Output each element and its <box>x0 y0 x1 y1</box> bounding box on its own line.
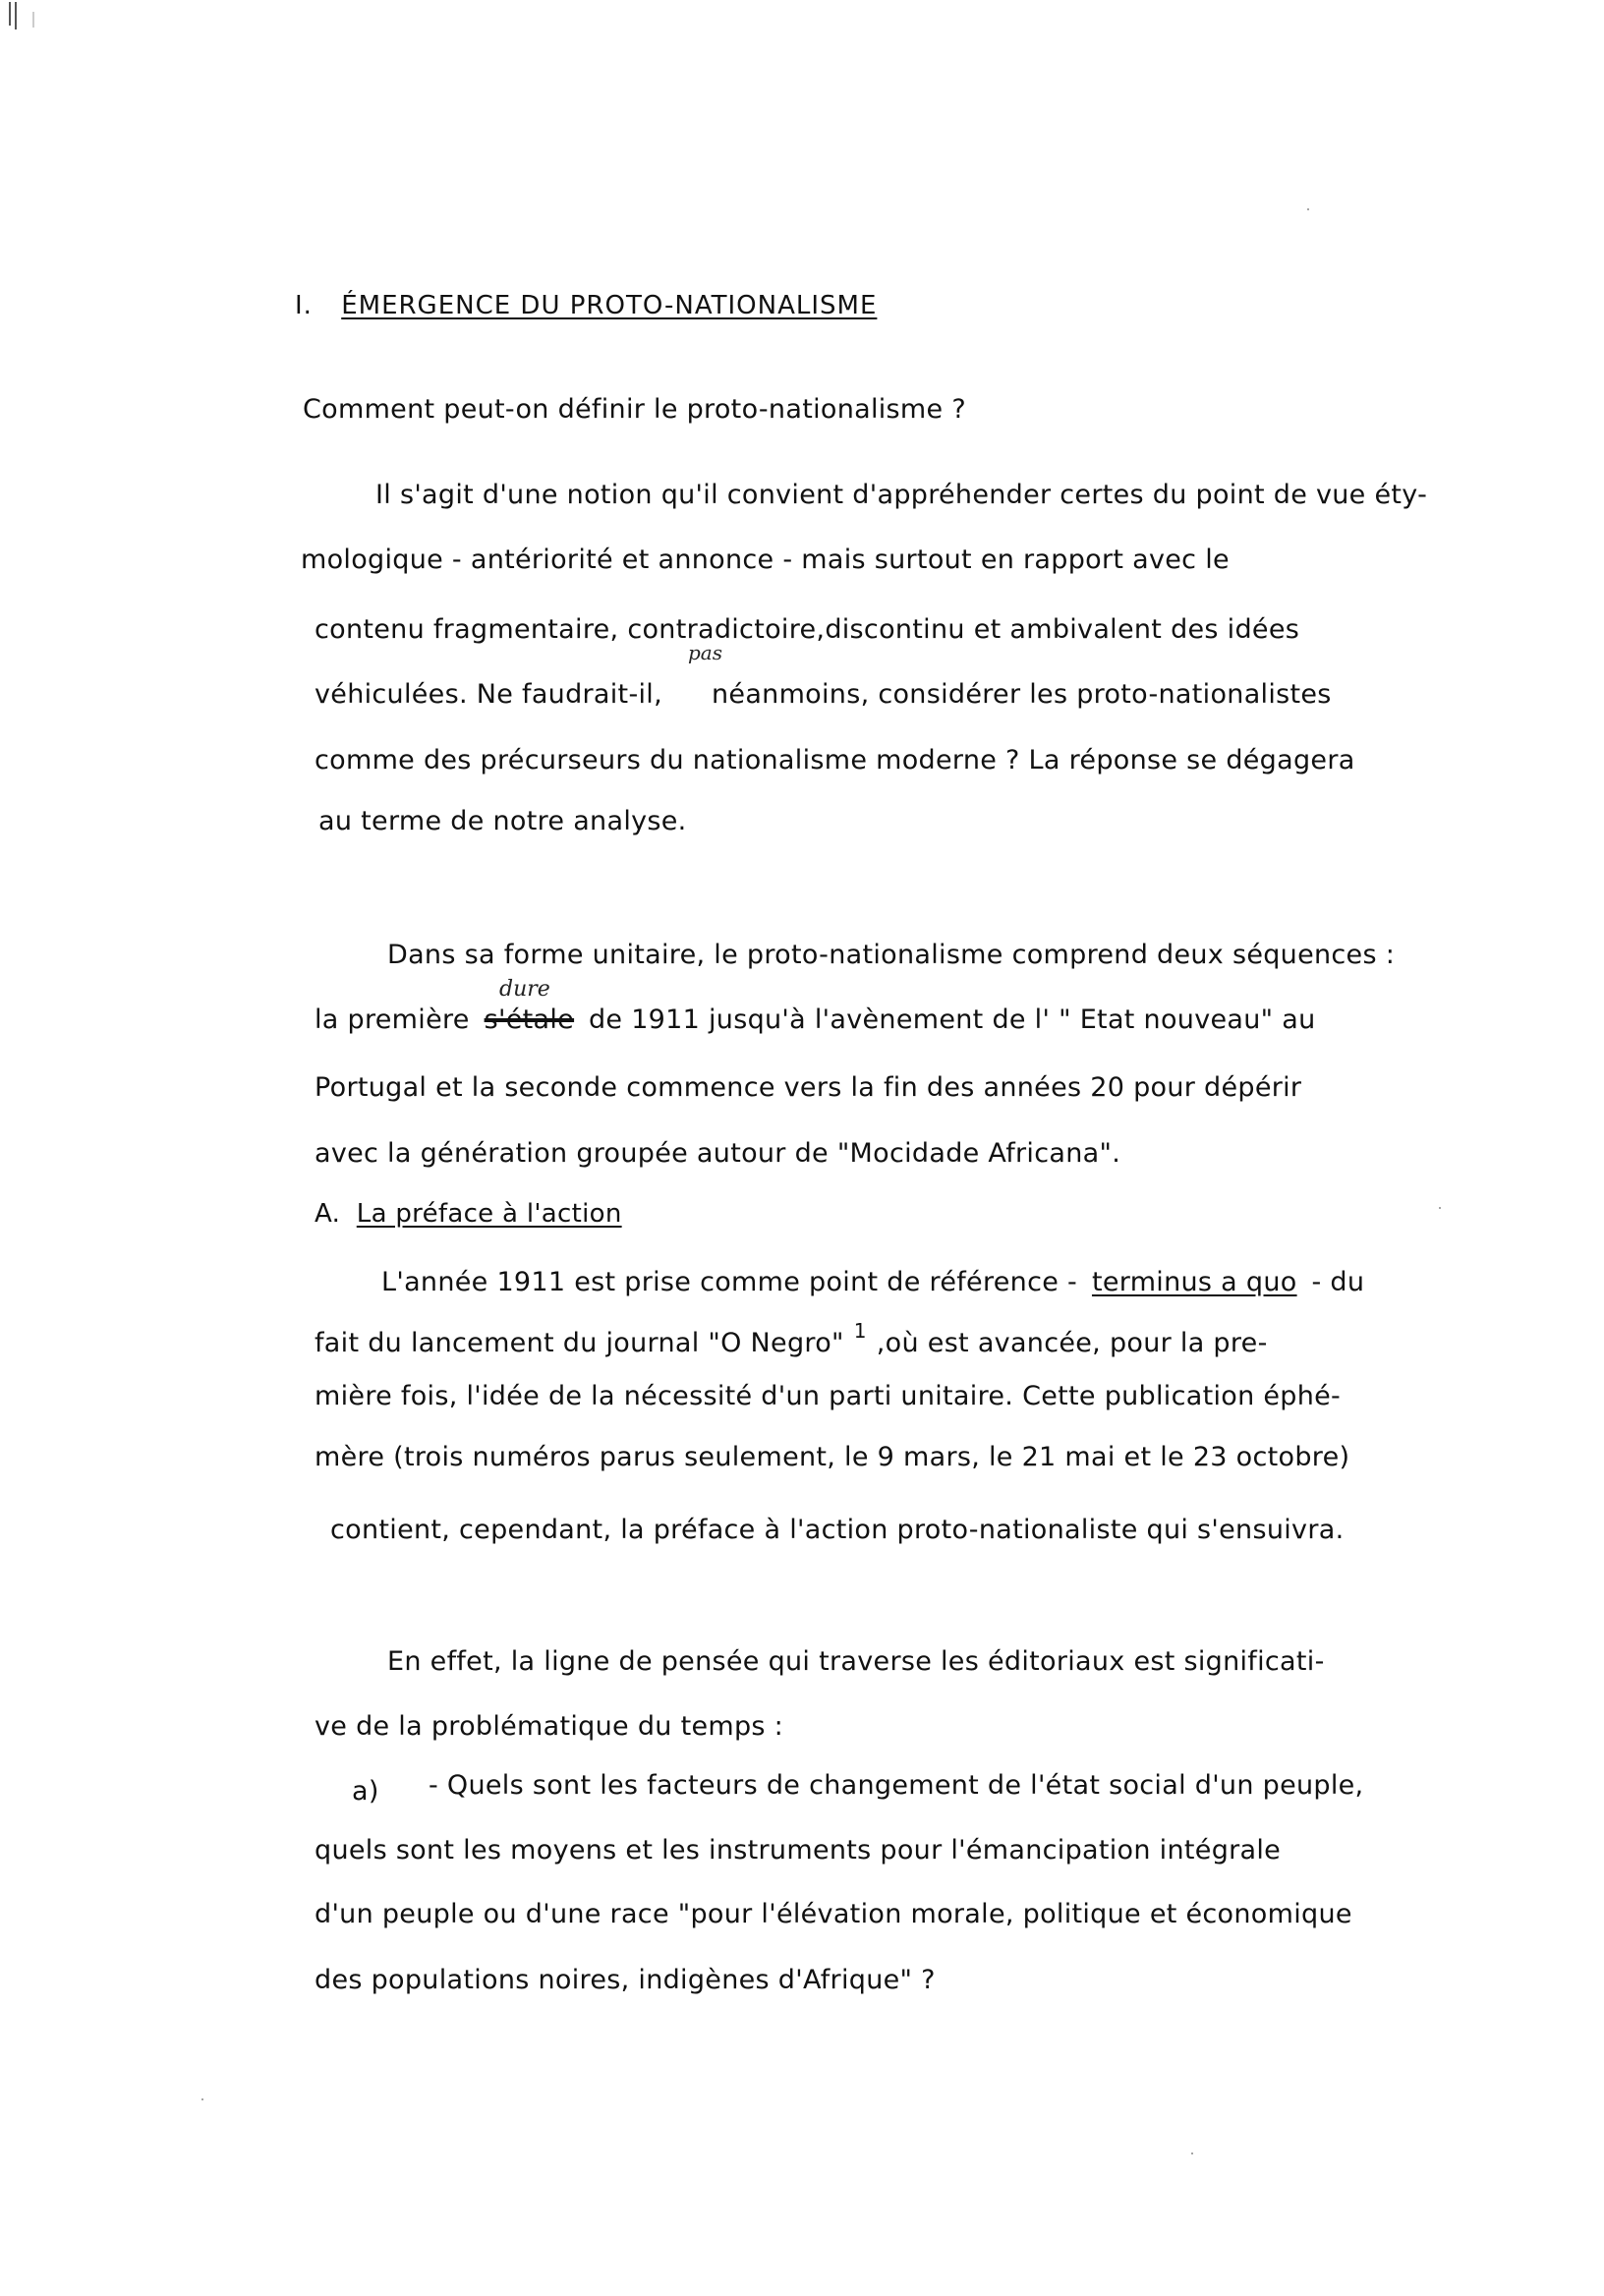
section-number: I. <box>295 291 313 320</box>
paragraph-4-line-3: - Quels sont les facteurs de changement de l'état social d'un peuple, <box>429 1770 1364 1801</box>
handwritten-insertion-pas: pas <box>688 641 722 664</box>
paragraph-4-line-5: d'un peuple ou d'une race "pour l'élévation morale, politique et économique <box>315 1899 1352 1929</box>
paragraph-1-line-4b: néanmoins, considérer les proto-nationalistes <box>712 679 1332 710</box>
paragraph-1-line-2: mologique - antériorité et annonce - mais surtout en rapport avec le <box>301 545 1230 575</box>
section-heading <box>295 289 877 322</box>
paragraph-2-line-3: Portugal et la seconde commence vers la fin des années 20 pour dépérir <box>315 1072 1302 1103</box>
paragraph-4-line-2: ve de la problématique du temps : <box>315 1711 784 1742</box>
paragraph-1-line-1: Il s'agit d'une notion qu'il convient d'appréhender certes du point de vue éty- <box>375 480 1428 510</box>
paragraph-2-line-2-end: de 1911 jusqu'à l'avènement de l' " Etat nouveau" au <box>588 1004 1316 1035</box>
subsection-heading <box>315 1197 622 1231</box>
handwritten-insertion-dure: dure <box>499 977 550 1002</box>
paragraph-4-line-4: quels sont les moyens et les instruments pour l'émancipation intégrale <box>315 1835 1282 1866</box>
scan-speck <box>1439 1207 1441 1209</box>
terminus-a-quo: terminus a quo <box>1091 1267 1297 1297</box>
paragraph-1-line-5: comme des précurseurs du nationalisme moderne ? La réponse se dégagera <box>315 745 1355 775</box>
paragraph-3-line-2 <box>315 1319 1268 1361</box>
paragraph-1-line-6: au terme de notre analyse. <box>318 806 687 836</box>
paragraph-1-line-3: contenu fragmentaire, contradictoire,discontinu et ambivalent des idées <box>315 614 1300 645</box>
paragraph-3-line-1-end: - du <box>1311 1267 1365 1297</box>
paragraph-3-line-2-end: ,où est avancée, pour la pre- <box>876 1328 1268 1358</box>
subsection-letter: A. <box>315 1199 341 1229</box>
scan-speck <box>201 2098 203 2100</box>
scan-speck <box>1191 2152 1193 2154</box>
paragraph-2-line-4: avec la génération groupée autour de "Mocidade Africana". <box>315 1138 1121 1169</box>
scan-speck <box>1307 208 1309 210</box>
paragraph-2-line-2 <box>315 1004 1316 1037</box>
paragraph-3-line-3: mière fois, l'idée de la nécessité d'un parti unitaire. Cette publication éphé- <box>315 1381 1342 1411</box>
subsection-title: La préface à l'action <box>356 1199 622 1229</box>
paragraph-4-line-6: des populations noires, indigènes d'Afrique" ? <box>315 1965 936 1995</box>
struck-word: s'étale <box>484 1004 575 1035</box>
scan-edge-marks <box>0 0 39 35</box>
paragraph-4-line-1: En effet, la ligne de pensée qui traverse les éditoriaux est significati- <box>387 1646 1325 1677</box>
paragraph-3-line-4: mère (trois numéros parus seulement, le 9 mars, le 21 mai et le 23 octobre) <box>315 1442 1350 1472</box>
intro-question: Comment peut-on définir le proto-nationalisme ? <box>303 394 966 425</box>
section-title: ÉMERGENCE DU PROTO-NATIONALISME <box>341 291 878 320</box>
paragraph-2-line-2-start: la première <box>315 1004 470 1035</box>
paragraph-3-line-5: contient, cependant, la préface à l'action proto-nationaliste qui s'ensuivra. <box>330 1515 1345 1545</box>
paragraph-3-line-1-start: L'année 1911 est prise comme point de référence - <box>381 1267 1078 1297</box>
paragraph-2-line-1: Dans sa forme unitaire, le proto-nationalisme comprend deux séquences : <box>387 940 1396 970</box>
paragraph-3-line-1 <box>381 1266 1364 1299</box>
footnote-marker: 1 <box>853 1319 867 1343</box>
paragraph-1-line-4a: véhiculées. Ne faudrait-il, <box>315 679 662 710</box>
paragraph-3-line-2-start: fait du lancement du journal "O Negro" <box>315 1328 844 1358</box>
list-item-label: a) <box>352 1776 379 1807</box>
